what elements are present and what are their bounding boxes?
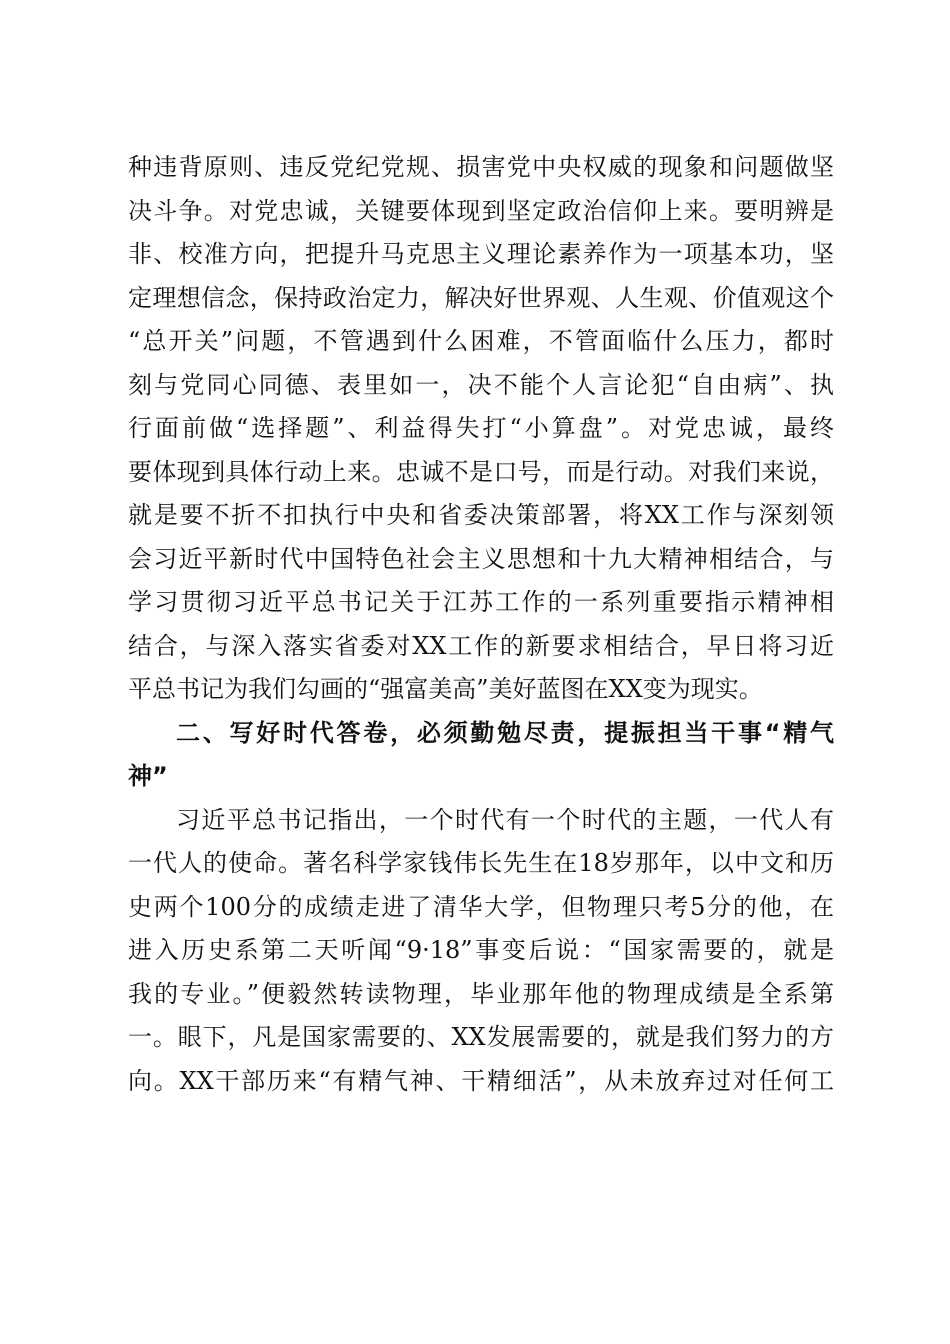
document-body — [128, 146, 834, 1103]
text-line: 决斗争。对党忠诚，关键要体现到坚定政治信仰上来。要明辨是 — [128, 196, 834, 225]
text-line: 非、校准方向，把提升马克思主义理论素养作为一项基本功，坚 — [128, 240, 834, 268]
text-line: 向。XX干部历来“有精气神、干精细活”，从未放弃过对任何工 — [128, 1066, 834, 1095]
text-line: 种违背原则、违反党纪党规、损害党中央权威的现象和问题做坚 — [128, 153, 834, 181]
text-line: 学习贯彻习近平总书记关于江苏工作的一系列重要指示精神相 — [128, 588, 834, 616]
text-line: 史两个100分的成绩走进了清华大学，但物理只考5分的他，在 — [128, 892, 834, 921]
section-heading-2 — [128, 712, 834, 799]
text-line: 行面前做“选择题”、利益得失打“小算盘”。对党忠诚，最终 — [128, 414, 834, 442]
paragraph-era-mission — [128, 799, 834, 1104]
text-line: 进入历史系第二天听闻“9·18”事变后说：“国家需要的，就是 — [128, 936, 834, 964]
text-line: “总开关”问题，不管遇到什么困难，不管面临什么压力，都时 — [128, 327, 834, 355]
section-heading-line: 二、写好时代答卷，必须勤勉尽责，提振担当干事“精气 — [176, 718, 834, 747]
section-heading-line: 神” — [128, 762, 168, 790]
text-line: 结合，与深入落实省委对XX工作的新要求相结合，早日将习近 — [128, 631, 834, 660]
text-line: 习近平总书记指出，一个时代有一个时代的主题，一代人有 — [176, 805, 834, 834]
text-line: 就是要不折不扣执行中央和省委决策部署，将XX工作与深刻领 — [128, 501, 834, 529]
paragraph-loyalty — [128, 146, 834, 712]
text-line: 定理想信念，保持政治定力，解决好世界观、人生观、价值观这个 — [128, 283, 834, 312]
text-line: 要体现到具体行动上来。忠诚不是口号，而是行动。对我们来说， — [128, 457, 834, 486]
text-line: 刻与党同心同德、表里如一，决不能个人言论犯“自由病”、执 — [128, 370, 834, 399]
text-line: 平总书记为我们勾画的“强富美高”美好蓝图在XX变为现实。 — [128, 675, 763, 703]
text-line: 会习近平新时代中国特色社会主义思想和十九大精神相结合，与 — [128, 544, 834, 573]
text-line: 我的专业。”便毅然转读物理，毕业那年他的物理成绩是全系第 — [128, 979, 834, 1008]
text-line: 一。眼下，凡是国家需要的、XX发展需要的，就是我们努力的方 — [128, 1023, 834, 1051]
text-line: 一代人的使命。著名科学家钱伟长先生在18岁那年，以中文和历 — [128, 849, 834, 877]
